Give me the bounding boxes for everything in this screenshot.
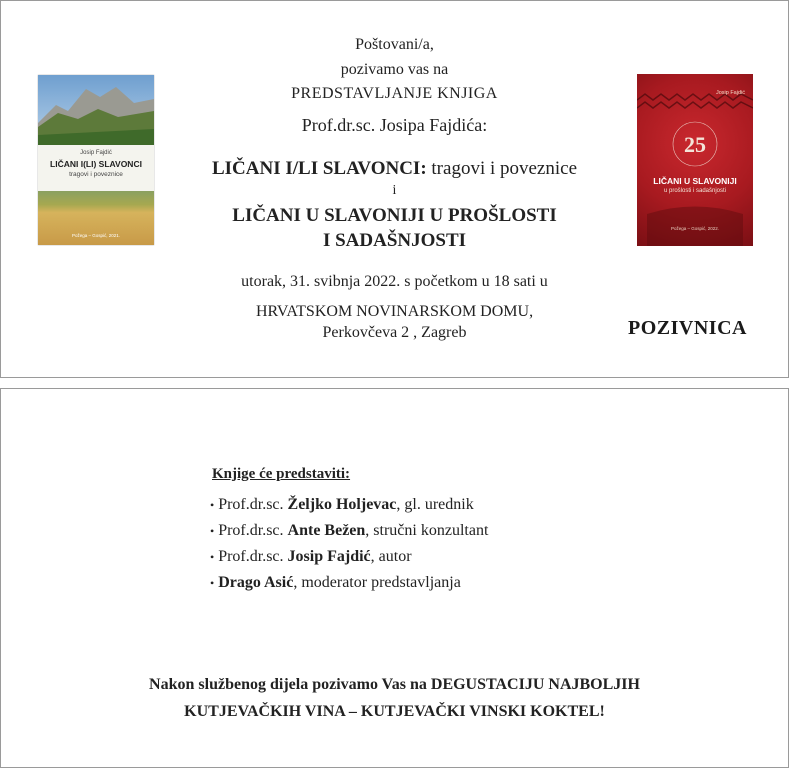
- book-title-2-line2: I SADAŠNJOSTI: [322, 230, 467, 251]
- presenter-name: Drago Asić: [218, 574, 294, 591]
- presenter-list: [210, 496, 488, 600]
- list-item: • Prof.dr.sc. Ante Bežen, stručni konzultant: [210, 522, 489, 539]
- closing-line-2: KUTJEVAČKIH VINA – KUTJEVAČKI VINSKI KOKTEL!: [184, 703, 605, 720]
- book-title-1-main: LIČANI I/LI SLAVONCI:: [211, 158, 427, 179]
- book1-subtitle: tragovi i poveznice: [69, 171, 123, 178]
- list-item: • Drago Asić, moderator predstavljanja: [210, 574, 461, 591]
- event-venue: HRVATSKOM NOVINARSKOM DOMU,: [255, 303, 534, 320]
- book-title-2: [0, 203, 789, 253]
- book2-author: Josip Fajdić: [715, 90, 745, 96]
- book2-imprint: Požega – Gospić, 2022.: [670, 226, 720, 231]
- presenter-role: , moderator predstavljanja: [293, 574, 461, 591]
- book1-author: Josip Fajdić: [80, 150, 112, 156]
- presenter-prefix: Prof.dr.sc.: [218, 496, 288, 513]
- book-title-1-sub: tragovi i poveznice: [426, 158, 578, 179]
- invitation-label: POZIVNICA: [628, 317, 747, 339]
- book2-subtitle: u prošlosti i sadašnjosti: [663, 188, 727, 194]
- book-title-2-line1: LIČANI U SLAVONIJI U PROŠLOSTI: [232, 205, 557, 226]
- list-item: • Prof.dr.sc. Josip Fajdić, autor: [210, 548, 412, 565]
- presenter-prefix: Prof.dr.sc.: [218, 522, 288, 539]
- book2-number: 25: [684, 132, 706, 157]
- presenter-role: , stručni konzultant: [365, 522, 489, 539]
- list-item: • Prof.dr.sc. Željko Holjevac, gl. urednik: [210, 496, 474, 513]
- author-line: Prof.dr.sc. Josipa Fajdića:: [301, 115, 488, 135]
- event-address: Perkovčeva 2 , Zagreb: [322, 324, 467, 341]
- closing-line-1: Nakon službenog dijela pozivamo Vas na DEGUSTACIJU NAJBOLJIH: [149, 676, 640, 693]
- book1-title: LIČANI I(LI) SLAVONCI: [50, 159, 142, 169]
- presentation-heading: PREDSTAVLJANJE KNJIGA: [291, 85, 498, 102]
- book2-title: LIČANI U SLAVONIJI: [653, 176, 737, 186]
- presenter-name: Željko Holjevac: [287, 496, 397, 513]
- event-date: utorak, 31. svibnja 2022. s početkom u 18 sati u: [241, 273, 548, 290]
- presenter-name: Josip Fajdić: [287, 548, 371, 565]
- presenters-heading: Knjige će predstaviti:: [212, 466, 351, 482]
- presenter-role: , gl. urednik: [396, 496, 474, 513]
- conjunction: i: [392, 183, 397, 198]
- book-title-1: [0, 158, 789, 180]
- presenter-prefix: Prof.dr.sc.: [218, 548, 288, 565]
- salutation: Poštovani/a,: [355, 36, 434, 53]
- book1-imprint: Požega – Gospić, 2021.: [71, 233, 121, 238]
- invite-line: pozivamo vas na: [340, 61, 449, 78]
- presenter-name: Ante Bežen: [287, 522, 366, 539]
- presenter-role: , autor: [370, 548, 412, 565]
